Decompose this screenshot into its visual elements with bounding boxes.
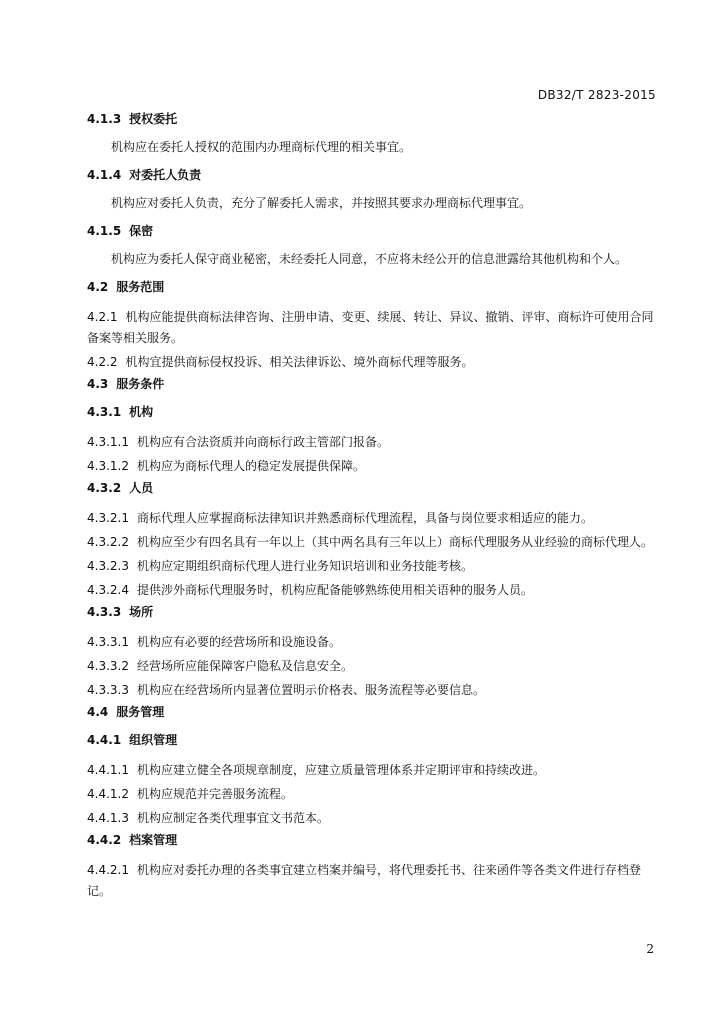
clause-number: 4.4.1.2 [87, 787, 129, 801]
document-code: DB32/T 2823-2015 [537, 88, 656, 102]
section-heading [87, 223, 659, 240]
section-number: 4.1.4 [87, 168, 122, 182]
section-title: 档案管理 [129, 833, 178, 847]
clause-number: 4.4.2.1 [87, 863, 129, 877]
clause-item [87, 580, 659, 601]
clause-number: 4.3.3.2 [87, 659, 129, 673]
clause-text: 商标代理人应掌握商标法律知识并熟悉商标代理流程，具备与岗位要求相适应的能力。 [136, 511, 593, 525]
clause-item [87, 456, 659, 477]
clause-item [87, 352, 659, 373]
clause-item [87, 656, 659, 677]
clause-text: 机构应规范并完善服务流程。 [136, 787, 293, 801]
section-number: 4.4.1 [87, 733, 122, 747]
section-title: 授权委托 [129, 112, 178, 126]
clause-item [87, 432, 659, 453]
section-number: 4.3 [87, 377, 109, 391]
section-heading [87, 732, 659, 749]
section-heading [87, 480, 659, 497]
section-heading [87, 376, 659, 393]
section-heading [87, 704, 659, 721]
section-title: 人员 [129, 481, 154, 495]
section-heading [87, 604, 659, 621]
section-number: 4.1.3 [87, 112, 122, 126]
clause-text: 机构应制定各类代理事宜文书范本。 [136, 811, 329, 825]
section-heading [87, 111, 659, 128]
section-number: 4.4 [87, 705, 109, 719]
clause-item [87, 508, 659, 529]
paragraph: 机构应为委托人保守商业秘密，未经委托人同意，不应将未经公开的信息泄露给其他机构和个人。 [111, 252, 628, 266]
page-number: 2 [646, 942, 654, 956]
clause-number: 4.4.1.3 [87, 811, 129, 825]
clause-number: 4.2.1 [87, 310, 118, 324]
section-title: 服务范围 [116, 280, 165, 294]
clause-text: 机构应建立健全各项规章制度，应建立质量管理体系并定期评审和持续改进。 [136, 763, 545, 777]
paragraph: 机构应对委托人负责，充分了解委托人需求，并按照其要求办理商标代理事宜。 [111, 196, 532, 210]
clause-item [87, 680, 659, 701]
clause-text: 经营场所应能保障客户隐私及信息安全。 [136, 659, 353, 673]
clause-text: 机构应定期组织商标代理人进行业务知识培训和业务技能考核。 [136, 559, 473, 573]
clause-text: 机构宜提供商标侵权投诉、相关法律诉讼、境外商标代理等服务。 [125, 355, 474, 369]
clause-text: 机构应在经营场所内显著位置明示价格表、服务流程等必要信息。 [136, 683, 485, 697]
section-number: 4.3.2 [87, 481, 122, 495]
section-number: 4.2 [87, 280, 109, 294]
section-title: 服务条件 [116, 377, 165, 391]
clause-number: 4.3.3.3 [87, 683, 129, 697]
clause-number: 4.3.2.2 [87, 535, 129, 549]
clause-number: 4.3.1.2 [87, 459, 129, 473]
paragraph: 机构应在委托人授权的范围内办理商标代理的相关事宜。 [111, 140, 412, 154]
section-heading [87, 832, 659, 849]
section-number: 4.1.5 [87, 224, 122, 238]
clause-text: 提供涉外商标代理服务时，机构应配备能够熟练使用相关语种的服务人员。 [136, 583, 533, 597]
clause-item [87, 808, 659, 829]
section-number: 4.3.1 [87, 405, 122, 419]
section-title: 场所 [129, 605, 154, 619]
section-number: 4.4.2 [87, 833, 122, 847]
section-title: 机构 [129, 405, 154, 419]
section-heading [87, 404, 659, 421]
clause-item [87, 307, 659, 349]
clause-text: 机构应为商标代理人的稳定发展提供保障。 [136, 459, 365, 473]
section-number: 4.3.3 [87, 605, 122, 619]
clause-number: 4.3.2.4 [87, 583, 129, 597]
clause-text: 机构应能提供商标法律咨询、注册申请、变更、续展、转让、异议、撤销、评审、商标许可使用合同备案等相关服务。 [87, 310, 654, 345]
clause-item [87, 556, 659, 577]
clause-number: 4.2.2 [87, 355, 118, 369]
clause-text: 机构应至少有四名具有一年以上（其中两名具有三年以上）商标代理服务从业经验的商标代理人。 [136, 535, 653, 549]
clause-text: 机构应有必要的经营场所和设施设备。 [136, 635, 341, 649]
document-body [87, 111, 659, 905]
clause-item [87, 784, 659, 805]
clause-number: 4.3.2.1 [87, 511, 129, 525]
clause-number: 4.3.2.3 [87, 559, 129, 573]
section-title: 保密 [129, 224, 154, 238]
section-heading [87, 279, 659, 296]
clause-item [87, 532, 659, 553]
clause-item [87, 860, 659, 902]
clause-text: 机构应对委托办理的各类事宜建立档案并编号，将代理委托书、往来函件等各类文件进行存档登记。 [87, 863, 641, 898]
section-heading [87, 167, 659, 184]
section-title: 组织管理 [129, 733, 178, 747]
clause-number: 4.4.1.1 [87, 763, 129, 777]
section-title: 对委托人负责 [129, 168, 202, 182]
clause-text: 机构应有合法资质并向商标行政主管部门报备。 [136, 435, 389, 449]
clause-item [87, 760, 659, 781]
section-title: 服务管理 [116, 705, 165, 719]
clause-number: 4.3.1.1 [87, 435, 129, 449]
clause-item [87, 632, 659, 653]
clause-number: 4.3.3.1 [87, 635, 129, 649]
